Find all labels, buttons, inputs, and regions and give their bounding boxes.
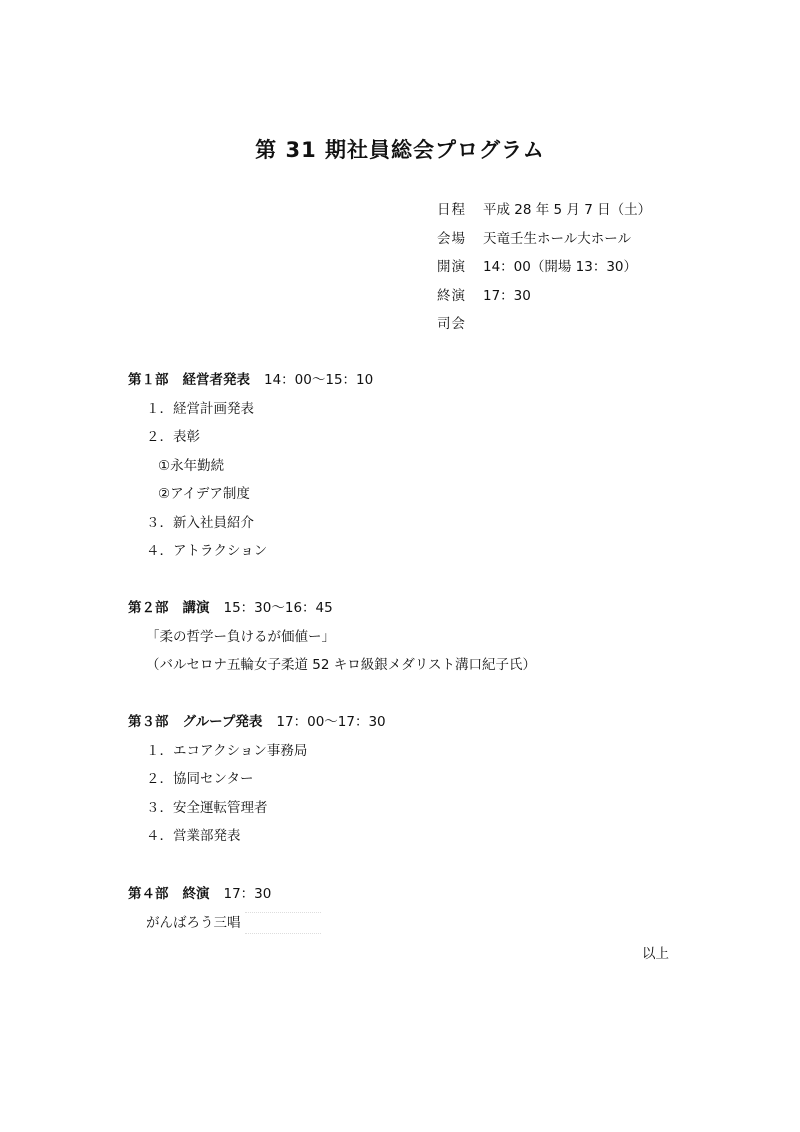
- event-info: [437, 196, 651, 339]
- info-label: 終演: [437, 287, 466, 304]
- section-heading: [128, 366, 373, 395]
- part-number: 第３部: [128, 714, 169, 730]
- info-value: 天竜壬生ホール大ホール: [483, 230, 631, 247]
- section-part1: [128, 366, 373, 566]
- list-item: ３．安全運転管理者: [146, 799, 268, 816]
- list-item: ４．営業部発表: [146, 828, 241, 844]
- list-item: １．経営計画発表: [146, 400, 254, 417]
- info-end: [437, 282, 651, 311]
- part-title: グループ発表: [182, 714, 263, 730]
- part-time: 17：00～17：30: [276, 714, 386, 730]
- part-title: 終演: [182, 886, 210, 902]
- info-label: 会場: [437, 230, 466, 247]
- part-time: 14：00～15：10: [264, 372, 374, 388]
- part-number: 第１部: [128, 372, 169, 388]
- info-value: 14：00（開場 13：30）: [483, 259, 638, 275]
- part-time: 15：30～16：45: [223, 600, 333, 616]
- info-venue: [437, 225, 651, 254]
- list-subitem: ②アイデア制度: [158, 486, 250, 502]
- closing-mark: 以上: [642, 946, 669, 962]
- part-time: 17：30: [223, 886, 272, 902]
- part-number: 第４部: [128, 886, 169, 902]
- info-start: [437, 253, 651, 282]
- part-title: 講演: [182, 600, 210, 616]
- closing-item-label: がんばろう三唱: [146, 914, 241, 931]
- info-label: 日程: [437, 202, 466, 218]
- info-date: [437, 196, 651, 225]
- section-heading: [128, 708, 386, 737]
- part-title: 経営者発表: [182, 372, 250, 388]
- info-mc: [437, 310, 651, 339]
- info-value: 17：30: [483, 287, 531, 304]
- redacted-box: [245, 912, 321, 934]
- lecturer: （バルセロナ五輪女子柔道 52 キロ級銀メダリスト溝口紀子氏）: [146, 657, 536, 673]
- list-item: ３．新入社員紹介: [146, 514, 254, 531]
- section-part2: [128, 594, 536, 680]
- info-label: 司会: [437, 316, 466, 332]
- closing-item: [128, 909, 321, 938]
- section-part4: [128, 880, 321, 937]
- lecture-title: 「柔の哲学ー負けるが価値ー」: [146, 628, 335, 645]
- list-item: １．エコアクション事務局: [146, 742, 308, 759]
- list-item: ２．協同センター: [146, 771, 254, 787]
- section-heading: [128, 880, 321, 909]
- list-item: ４．アトラクション: [146, 543, 268, 559]
- section-part3: [128, 708, 386, 851]
- list-item: ２．表彰: [146, 429, 200, 445]
- part-number: 第２部: [128, 600, 169, 616]
- section-heading: [128, 594, 536, 623]
- info-value: 平成 28 年 5 月 7 日（土）: [483, 202, 652, 218]
- info-label: 開演: [437, 259, 466, 275]
- page-title: 第 31 期社員総会プログラム: [255, 138, 545, 162]
- list-subitem: ①永年勤続: [158, 457, 225, 474]
